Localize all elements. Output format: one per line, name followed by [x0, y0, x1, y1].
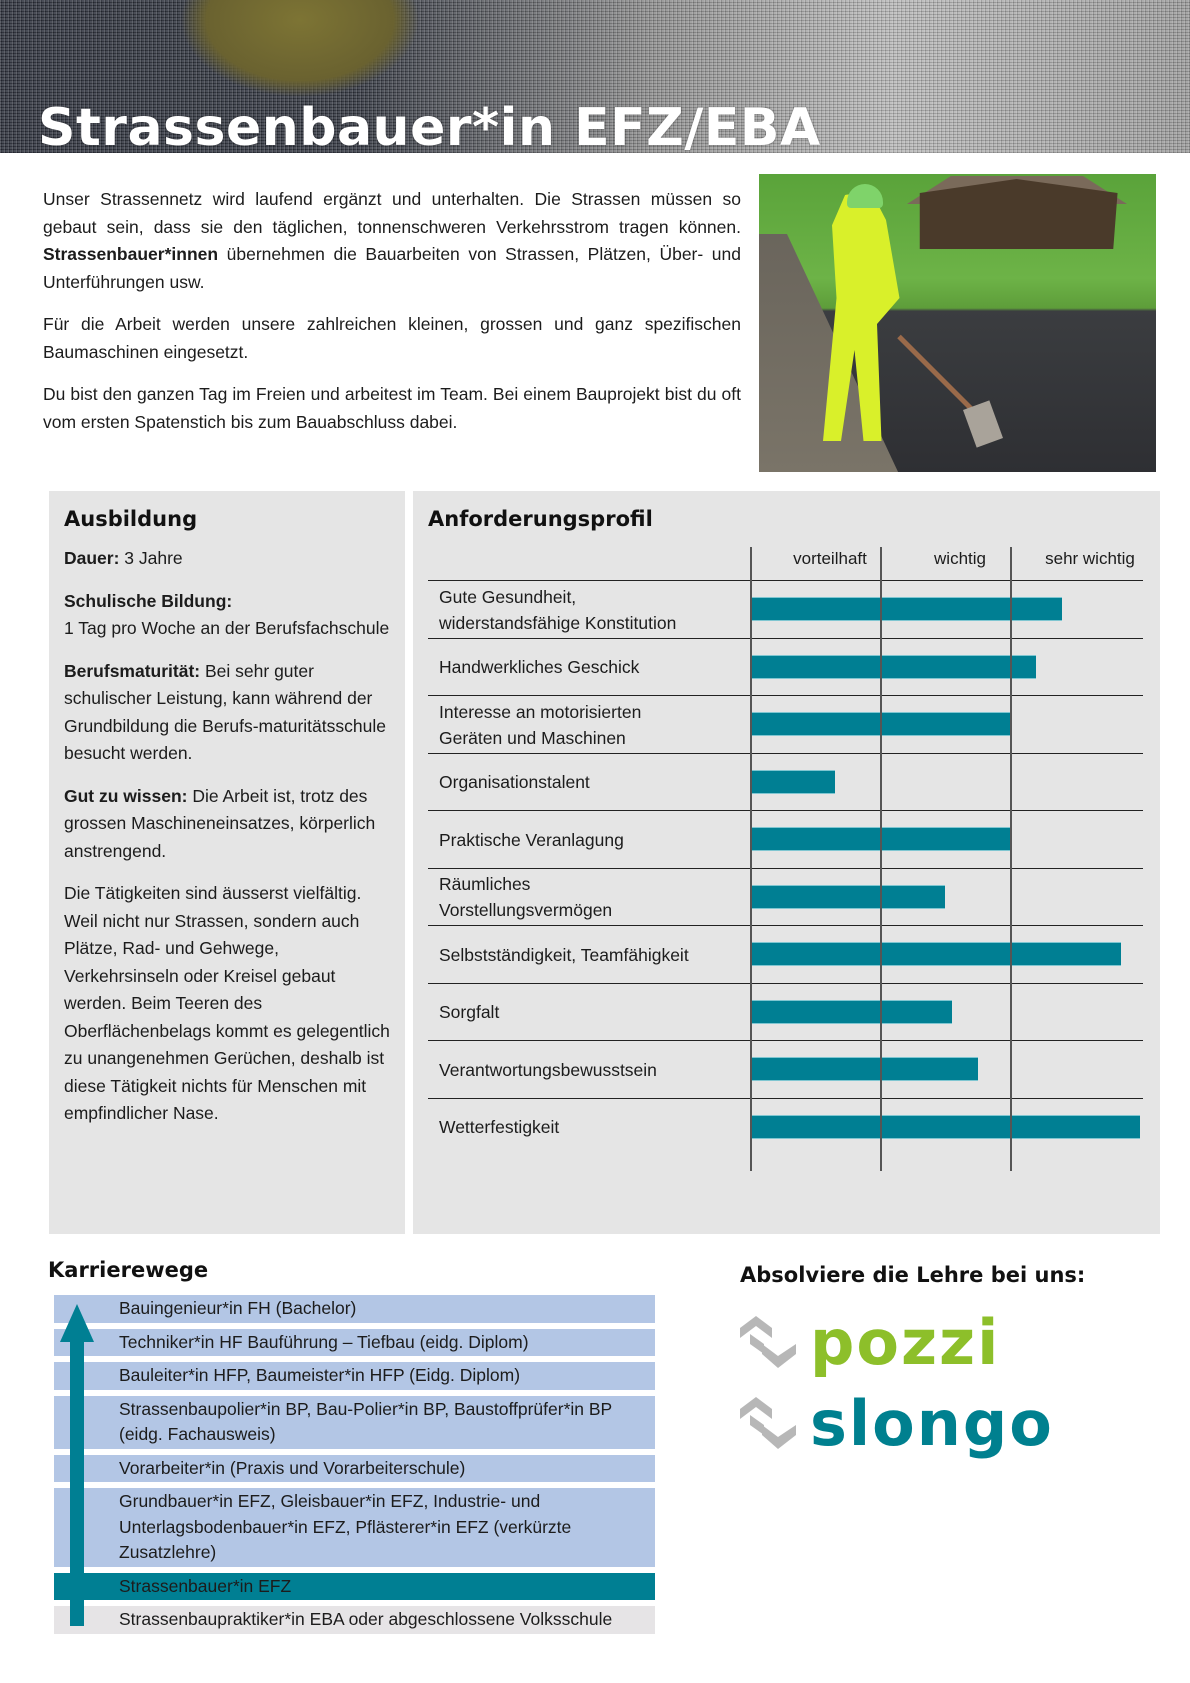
chart-row-label: Räumliches Vorstellungsvermögen	[439, 874, 613, 920]
chart-bar	[750, 656, 1036, 678]
chart-bar	[750, 598, 1062, 620]
chart-bar	[750, 1058, 978, 1080]
photo-helmet	[847, 184, 883, 208]
chart-row-label: Handwerkliches Geschick	[439, 657, 640, 677]
career-step: Grundbauer*in EFZ, Gleisbauer*in EFZ, Industrie- und Unterlagsbodenbauer*in EFZ, Pflästerer*in EFZ (verkürzte Zusatzlehre)	[54, 1488, 655, 1567]
karrierewege-title: Karrierewege	[48, 1258, 209, 1282]
chart-row	[428, 638, 1143, 696]
chart-row	[428, 695, 1143, 753]
slongo-logo-text: slongo	[810, 1387, 1054, 1460]
career-step: Strassenbaupraktiker*in EBA oder abgeschlossene Volksschule	[54, 1606, 655, 1634]
slongo-logo-mark-icon	[740, 1395, 800, 1453]
intro-text	[43, 186, 741, 451]
pozzi-logo-mark-icon	[740, 1314, 800, 1372]
column-header-vorteilhaft: vorteilhaft	[793, 549, 867, 568]
chart-row-label: Selbstständigkeit, Teamfähigkeit	[439, 944, 689, 965]
slongo-logo	[740, 1387, 1054, 1460]
worker-photo	[759, 174, 1156, 472]
intro-paragraph-1	[43, 186, 741, 296]
chart-row-label: Gute Gesundheit, widerstandsfähige Konstitution	[439, 586, 677, 633]
column-header-sehr-wichtig: sehr wichtig	[1045, 549, 1135, 568]
chart-row-label: Sorgfalt	[439, 1002, 500, 1022]
taetigkeiten: Die Tätigkeiten sind äusserst vielfältig. Weil nicht nur Strassen, sondern auch Plätze, Rad- und Gehwege, Verkehrsinseln oder Kreisel gebaut werden. Beim Teeren des Oberflächenbelags kommt es gelegentlich zu unangenehmen Gerüchen, deshalb ist diese Tätigkeit nichts für Menschen mit empfindlicher Nase.	[64, 883, 390, 1123]
chart-row	[428, 1040, 1143, 1098]
chart-row	[428, 753, 1143, 811]
chart-bar	[750, 1116, 1140, 1138]
berufsmaturitaet	[64, 658, 390, 768]
career-step: Strassenbauer*in EFZ	[54, 1573, 655, 1601]
chart-bar	[750, 943, 1121, 965]
dauer-label: Dauer:	[64, 548, 120, 568]
schulische-bildung	[64, 588, 390, 643]
pozzi-logo-text: pozzi	[810, 1306, 1001, 1379]
page-title: Strassenbauer*in EFZ/EBA	[38, 98, 821, 153]
bm-label: Berufsmaturität:	[64, 660, 201, 681]
chart-row-label: Praktische Veranlagung	[439, 829, 624, 850]
career-step: Bauleiter*in HFP, Baumeister*in HFP (Eidg. Diplom)	[54, 1362, 655, 1390]
chart-row	[428, 810, 1143, 868]
gut-label: Gut zu wissen:	[64, 785, 188, 806]
bm-value: Bei sehr guter schulischer Leistung, kann während der Grundbildung die Berufs-maturitätsschule besucht werden.	[64, 660, 386, 763]
chart-title: Anforderungsprofil	[428, 507, 653, 531]
chart-gridline	[750, 547, 752, 1171]
chart-bar	[750, 1001, 952, 1023]
chart-gridline	[1010, 547, 1012, 1171]
chart-row	[428, 1098, 1143, 1156]
photo-shovel-blade	[963, 400, 1003, 447]
hero-banner	[0, 0, 1190, 153]
chart-bar	[750, 886, 945, 908]
intro-text-part: übernehmen die Bauarbeiten von Strassen, Plätzen, Über- und Unterführungen usw.	[43, 244, 741, 292]
career-step: Vorarbeiter*in (Praxis und Vorarbeiterschule)	[54, 1455, 655, 1483]
pozzi-logo	[740, 1306, 1001, 1379]
schule-value: 1 Tag pro Woche an der Berufsfachschule	[64, 618, 390, 638]
gut-value: Die Arbeit ist, trotz des grossen Maschineneinsatzes, körperlich anstrengend.	[64, 785, 376, 861]
dauer-value: 3 Jahre	[119, 548, 183, 568]
column-header-wichtig: wichtig	[934, 549, 986, 568]
chart-row	[428, 925, 1143, 983]
schule-label: Schulische Bildung:	[64, 590, 233, 611]
career-step: Strassenbaupolier*in BP, Bau-Polier*in BP, Baustoffprüfer*in BP (eidg. Fachausweis)	[54, 1396, 655, 1449]
intro-bold-term: Strassenbauer*innen	[43, 244, 219, 264]
ausbildung-panel	[49, 491, 405, 1234]
chart-gridline	[880, 547, 882, 1171]
career-ladder	[54, 1295, 655, 1640]
intro-paragraph-3: Du bist den ganzen Tag im Freien und arbeitest im Team. Bei einem Bauprojekt bist du oft vom ersten Spatenstich bis zum Bauabschluss dabei.	[43, 384, 741, 432]
intro-paragraph-2: Für die Arbeit werden unsere zahlreichen kleinen, grossen und ganz spezifischen Baumaschinen eingesetzt.	[43, 314, 741, 362]
chart-row	[428, 580, 1143, 638]
chart-row-label: Interesse an motorisierten Geräten und Maschinen	[439, 701, 642, 748]
photo-shovel	[897, 335, 978, 416]
dauer	[64, 545, 390, 573]
career-step: Techniker*in HF Bauführung – Tiefbau (eidg. Diplom)	[54, 1329, 655, 1357]
chart-bar	[750, 771, 835, 793]
company-cta-title: Absolviere die Lehre bei uns:	[740, 1263, 1086, 1287]
intro-text-part: Unser Strassennetz wird laufend ergänzt und unterhalten. Die Strassen müssen so gebaut sein, dass sie den täglichen, tonnenschweren Verkehrsstrom tragen können.	[43, 189, 741, 237]
chart-row-label: Verantwortungsbewusstsein	[439, 1059, 657, 1080]
gut-zu-wissen	[64, 783, 390, 866]
chart-row	[428, 983, 1143, 1041]
ausbildung-title: Ausbildung	[64, 507, 198, 531]
career-arrow-up-icon	[60, 1304, 94, 1626]
anforderungsprofil-panel	[413, 491, 1160, 1234]
chart-row-label: Wetterfestigkeit	[439, 1117, 560, 1137]
chart-row	[428, 868, 1143, 926]
career-step: Bauingenieur*in FH (Bachelor)	[54, 1295, 655, 1323]
chart-row-label: Organisationstalent	[439, 772, 590, 792]
